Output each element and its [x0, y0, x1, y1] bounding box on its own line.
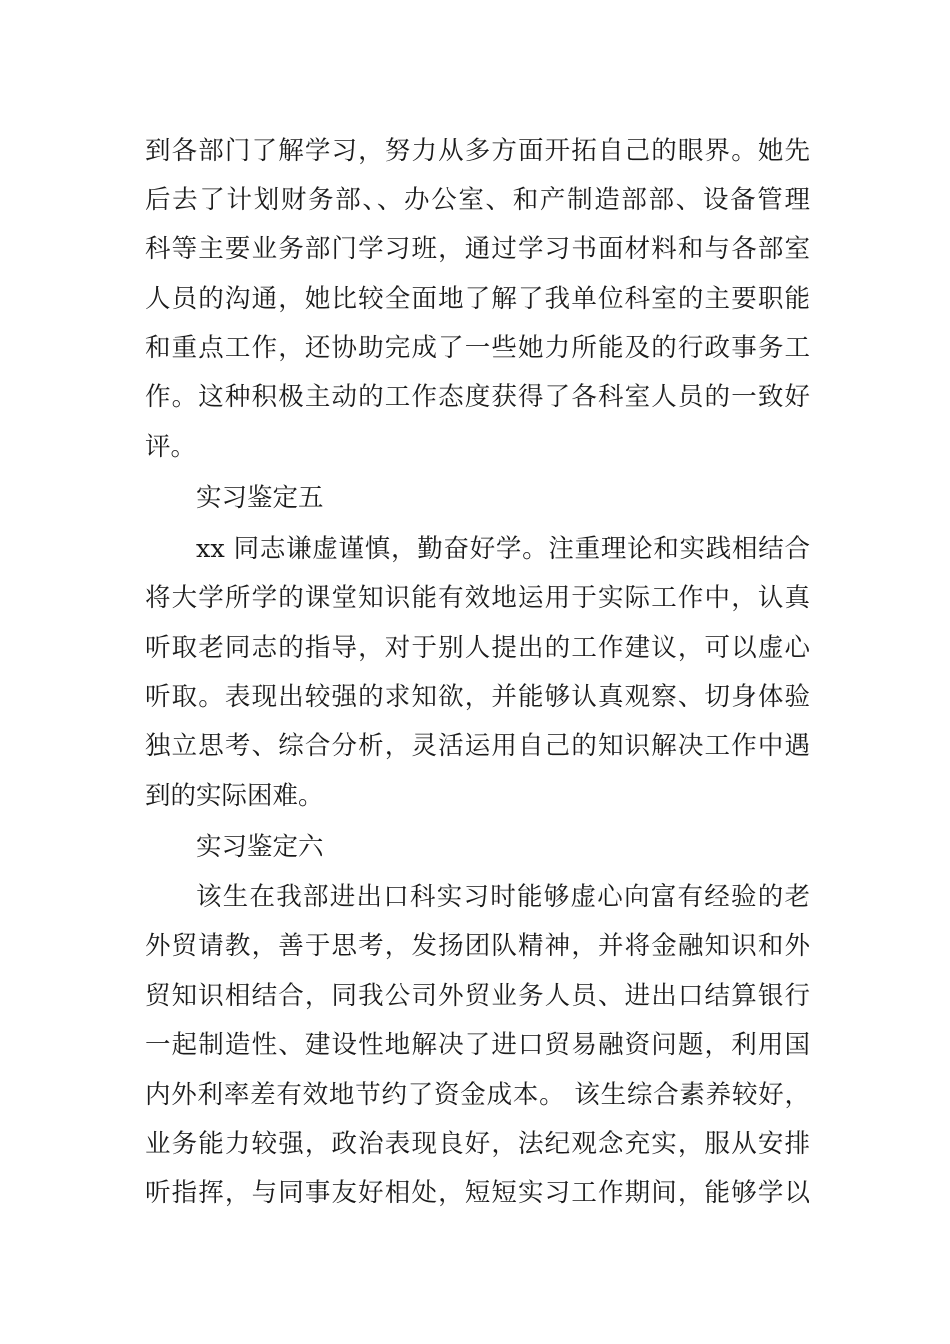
- text-line: xx 同志谦虚谨慎，勤奋好学。注重理论和实践相结合: [196, 534, 810, 564]
- text-line: 人员的沟通，她比较全面地了解了我单位科室的主要职能: [145, 284, 810, 314]
- text-line: 评。: [145, 432, 197, 462]
- text-line: 听取。表现出较强的求知欲，并能够认真观察、切身体验: [145, 682, 810, 712]
- text-line: 后去了计划财务部、、办公室、和产制造部部、设备管理: [145, 185, 810, 215]
- text-line: 一起制造性、建设性地解决了进口贸易融资问题，利用国: [145, 1030, 810, 1060]
- section-heading: 实习鉴定五: [196, 483, 324, 513]
- text-line: 业务能力较强，政治表现良好，法纪观念充实，服从安排: [145, 1129, 810, 1159]
- text-line: 将大学所学的课堂知识能有效地运用于实际工作中，认真: [145, 583, 810, 613]
- section-heading: 实习鉴定六: [196, 832, 324, 862]
- text-line: 独立思考、综合分析，灵活运用自己的知识解决工作中遇: [145, 731, 810, 761]
- text-line: 贸知识相结合，同我公司外贸业务人员、进出口结算银行: [145, 981, 810, 1011]
- text-line: 内外利率差有效地节约了资金成本。 该生综合素养较好，: [145, 1080, 810, 1110]
- text-line: 到各部门了解学习，努力从多方面开拓自己的眼界。她先: [145, 136, 810, 166]
- text-line: 外贸请教，善于思考，发扬团队精神，并将金融知识和外: [145, 931, 810, 961]
- text-line: 听取老同志的指导，对于别人提出的工作建议，可以虚心: [145, 633, 810, 663]
- text-line: 作。这种积极主动的工作态度获得了各科室人员的一致好: [145, 382, 810, 412]
- text-line: 该生在我部进出口科实习时能够虚心向富有经验的老: [196, 882, 810, 912]
- text-line: 到的实际困难。: [145, 781, 324, 811]
- text-line: 听指挥，与同事友好相处，短短实习工作期间，能够学以: [145, 1178, 810, 1208]
- text-line: 科等主要业务部门学习班，通过学习书面材料和与各部室: [145, 234, 810, 264]
- text-line: 和重点工作，还协助完成了一些她力所能及的行政事务工: [145, 333, 810, 363]
